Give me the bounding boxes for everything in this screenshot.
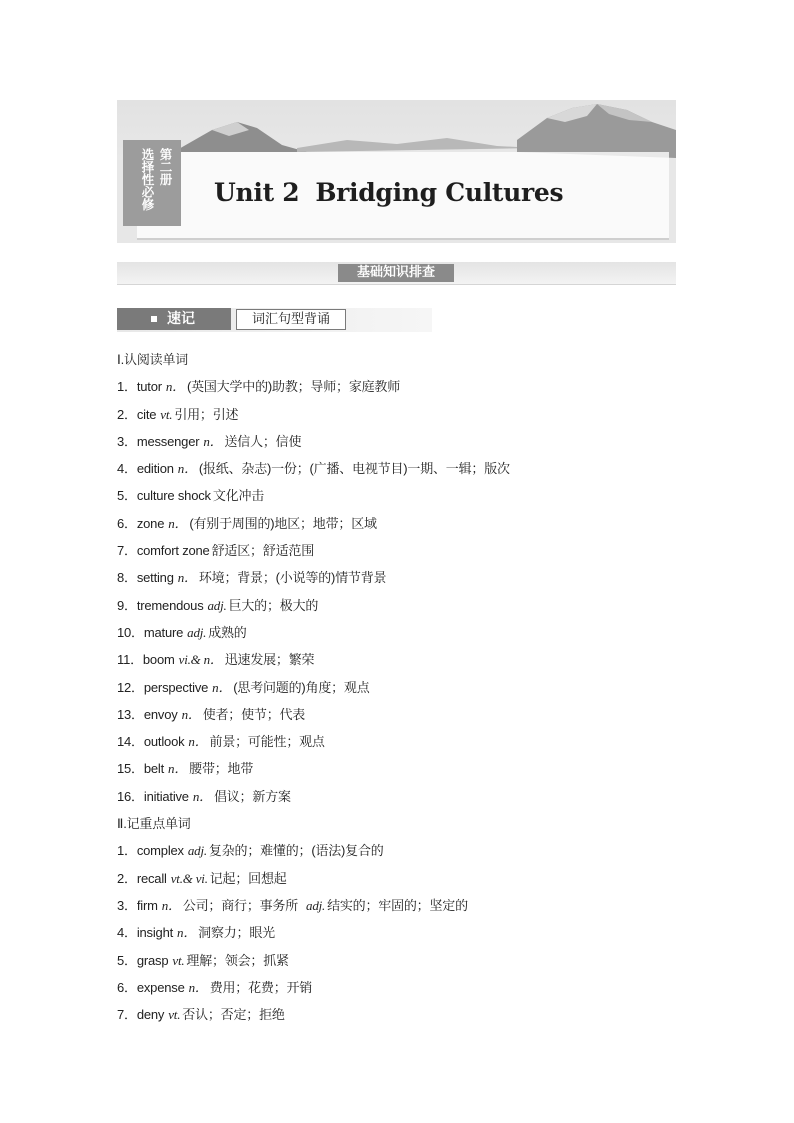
item-pos: adj. bbox=[187, 843, 207, 859]
item-pos: n． bbox=[165, 379, 185, 395]
list-item bbox=[117, 373, 677, 400]
item-meaning: 巨大的；极大的 bbox=[228, 597, 319, 613]
unit-title: Bridging Cultures bbox=[315, 178, 564, 207]
item-word: expense bbox=[136, 979, 185, 995]
item-word: zone bbox=[136, 515, 165, 531]
item-pos: n． bbox=[192, 788, 212, 804]
list-item bbox=[117, 755, 677, 782]
volume-tag-series: 选择性必修 bbox=[140, 148, 155, 211]
item-number: 3． bbox=[117, 897, 137, 913]
item-number: 2． bbox=[117, 870, 137, 886]
item-number: 5． bbox=[117, 488, 137, 504]
item-word: boom bbox=[142, 652, 175, 668]
item-meaning: (思考问题的)角度；观点 bbox=[233, 679, 370, 695]
sub-header bbox=[117, 308, 432, 332]
list-item bbox=[117, 837, 677, 864]
item-meaning: (英国大学中的)助教；导师；家庭教师 bbox=[186, 379, 401, 395]
list-item bbox=[117, 674, 677, 701]
item-word: grasp bbox=[136, 952, 169, 968]
item-pos: n． bbox=[188, 979, 208, 995]
square-bullet-icon bbox=[151, 316, 157, 322]
item-number: 7． bbox=[117, 1007, 137, 1023]
item-pos: n． bbox=[168, 515, 188, 531]
item-word: setting bbox=[136, 570, 174, 586]
item-meaning: 复杂的；难懂的；(语法)复合的 bbox=[208, 843, 384, 859]
vocab-content bbox=[117, 346, 677, 1028]
page-title bbox=[214, 178, 563, 207]
item-word: cite bbox=[136, 406, 157, 422]
item-meaning: 成熟的 bbox=[208, 624, 247, 640]
list-item bbox=[117, 537, 677, 564]
item-number: 6． bbox=[117, 979, 137, 995]
item-word: outlook bbox=[143, 734, 185, 750]
sub-header-box: 词汇句型背诵 bbox=[236, 309, 346, 330]
item-word: initiative bbox=[143, 788, 189, 804]
item-number: 7． bbox=[117, 543, 137, 559]
list-item bbox=[117, 783, 677, 810]
item-word: belt bbox=[143, 761, 165, 777]
item-meaning: 使者；使节；代表 bbox=[202, 706, 306, 722]
list-item bbox=[117, 510, 677, 537]
item-word: insight bbox=[136, 925, 174, 941]
item-number: 4． bbox=[117, 925, 137, 941]
item-pos: adj. bbox=[207, 597, 227, 613]
item-number: 16． bbox=[117, 788, 144, 804]
item-pos: n． bbox=[161, 897, 181, 913]
list-item bbox=[117, 892, 677, 919]
item-word: envoy bbox=[143, 706, 178, 722]
item-word: deny bbox=[136, 1007, 165, 1023]
item-pos: adj. bbox=[187, 624, 207, 640]
item-word: firm bbox=[136, 897, 158, 913]
list-item bbox=[117, 455, 677, 482]
item-number: 2． bbox=[117, 406, 137, 422]
item-word: complex bbox=[136, 843, 184, 859]
item-pos: n． bbox=[177, 461, 197, 477]
list-item bbox=[117, 865, 677, 892]
item-pos: n． bbox=[177, 925, 197, 941]
item-number: 1． bbox=[117, 843, 137, 859]
item-meaning: 理解；领会；抓紧 bbox=[186, 952, 289, 968]
sub-header-label: 速记 bbox=[167, 311, 195, 327]
item-meaning: 引用；引述 bbox=[174, 406, 239, 422]
item-pos: n． bbox=[177, 570, 197, 586]
item-pos: vt. bbox=[168, 1007, 181, 1023]
item-number: 8． bbox=[117, 570, 137, 586]
group-title: Ⅱ.记重点单词 bbox=[117, 816, 191, 832]
item-word: comfort zone bbox=[136, 543, 210, 559]
item-number: 3． bbox=[117, 433, 137, 449]
item-meaning: 费用；花费；开销 bbox=[209, 979, 313, 995]
list-item bbox=[117, 646, 677, 673]
item-word: mature bbox=[143, 624, 184, 640]
item-pos: n． bbox=[203, 433, 223, 449]
unit-banner bbox=[117, 100, 676, 243]
item-meaning: 倡议；新方案 bbox=[213, 788, 291, 804]
item-pos: n． bbox=[188, 734, 208, 750]
item-meaning: (报纸、杂志)一份；(广播、电视节目)一期、一辑；版次 bbox=[198, 461, 510, 477]
item-number: 1． bbox=[117, 379, 137, 395]
item-word: messenger bbox=[136, 433, 200, 449]
item-word: culture shock bbox=[136, 488, 211, 504]
sub-header-dark bbox=[117, 308, 231, 330]
item-meaning: (有别于周围的)地区；地带；区域 bbox=[189, 515, 377, 531]
unit-number: Unit 2 bbox=[214, 178, 300, 207]
list-item bbox=[117, 619, 677, 646]
item-word: tutor bbox=[136, 379, 162, 395]
item-number: 10． bbox=[117, 624, 144, 640]
section-label: 基础知识排查 bbox=[338, 264, 454, 282]
item-meaning: 环境；背景；(小说等的)情节背景 bbox=[198, 570, 387, 586]
item-number: 13． bbox=[117, 706, 144, 722]
volume-tag bbox=[123, 140, 181, 226]
section-bar bbox=[117, 262, 676, 285]
item-meaning: 洞察力；眼光 bbox=[198, 925, 275, 941]
item-pos: vt.& vi. bbox=[170, 870, 208, 886]
list-item bbox=[117, 701, 677, 728]
item-pos: n． bbox=[181, 706, 201, 722]
item-meaning: 腰带；地带 bbox=[189, 761, 254, 777]
item-word: recall bbox=[136, 870, 167, 886]
item-word: edition bbox=[136, 461, 174, 477]
item-number: 6． bbox=[117, 515, 137, 531]
item-meaning: 舒适区；舒适范围 bbox=[211, 543, 314, 559]
item-number: 15． bbox=[117, 761, 144, 777]
item-meaning: 送信人；信使 bbox=[224, 433, 302, 449]
item-meaning: 结实的；牢固的；坚定的 bbox=[327, 897, 468, 913]
list-item bbox=[117, 564, 677, 591]
item-pos: vi.& n． bbox=[178, 652, 223, 668]
group-title: Ⅰ.认阅读单词 bbox=[117, 352, 189, 367]
item-meaning: 前景；可能性；观点 bbox=[209, 734, 325, 750]
list-item bbox=[117, 947, 677, 974]
item-number: 4． bbox=[117, 461, 137, 477]
item-pos: adj. bbox=[306, 897, 326, 913]
item-pos: vt. bbox=[172, 952, 185, 968]
list-item bbox=[117, 919, 677, 946]
list-item bbox=[117, 482, 677, 509]
item-meaning: 文化冲击 bbox=[212, 488, 265, 504]
list-item bbox=[117, 974, 677, 1001]
item-meaning: 记起；回想起 bbox=[209, 870, 287, 886]
list-item bbox=[117, 728, 677, 755]
item-number: 11． bbox=[117, 652, 143, 668]
item-number: 12． bbox=[117, 679, 144, 695]
list-item bbox=[117, 1001, 677, 1028]
item-number: 14． bbox=[117, 734, 144, 750]
item-word: perspective bbox=[143, 679, 209, 695]
item-meaning: 迅速发展；繁荣 bbox=[224, 652, 315, 668]
list-item bbox=[117, 428, 677, 455]
list-item bbox=[117, 592, 677, 619]
item-meaning: 公司；商行；事务所 bbox=[182, 897, 299, 913]
volume-tag-book: 第二册 bbox=[158, 148, 173, 186]
item-meaning: 否认；否定；拒绝 bbox=[182, 1007, 285, 1023]
item-number: 5． bbox=[117, 952, 137, 968]
list-item bbox=[117, 401, 677, 428]
item-pos: n． bbox=[212, 679, 232, 695]
item-pos: vt. bbox=[160, 406, 173, 422]
item-pos: n． bbox=[168, 761, 188, 777]
item-word: tremendous bbox=[136, 597, 204, 613]
item-number: 9． bbox=[117, 597, 137, 613]
